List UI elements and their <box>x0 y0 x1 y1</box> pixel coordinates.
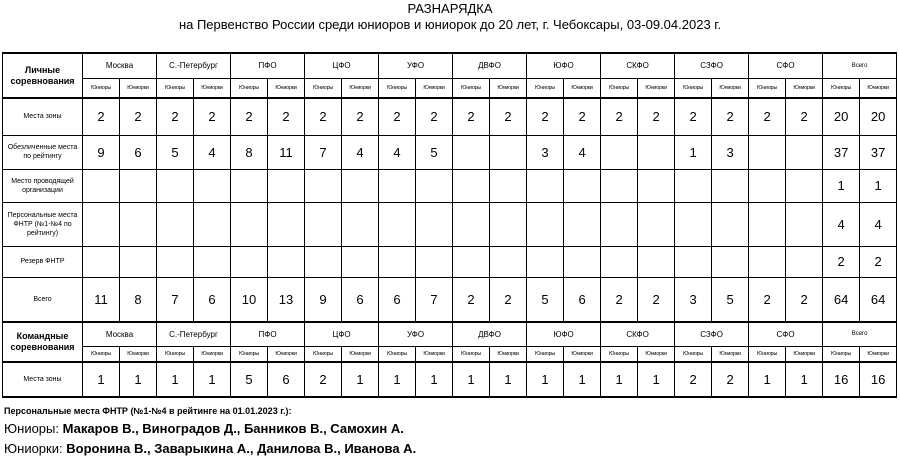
value-cell: 1 <box>157 362 194 397</box>
value-cell <box>194 202 231 246</box>
value-cell: 2 <box>638 277 675 322</box>
juniors-men-subheader: Юниоры <box>749 346 786 362</box>
row-label: Обезличенные места по рейтингу <box>3 135 83 169</box>
value-cell: 2 <box>416 98 453 135</box>
value-cell <box>712 202 749 246</box>
value-cell: 8 <box>120 277 157 322</box>
juniors-men-subheader: Юниоры <box>823 346 860 362</box>
juniors-women-subheader: Юниорки <box>342 346 379 362</box>
juniors-women-subheader: Юниорки <box>490 346 527 362</box>
juniors-women-subheader: Юниорки <box>490 78 527 98</box>
value-cell: 64 <box>823 277 860 322</box>
value-cell: 2 <box>453 277 490 322</box>
district-header: ДВФО <box>453 53 527 78</box>
district-header: ДВФО <box>453 322 527 346</box>
total-header: Всего <box>823 53 897 78</box>
juniors-men-subheader: Юниоры <box>231 346 268 362</box>
juniors-women-subheader: Юниорки <box>416 78 453 98</box>
value-cell <box>490 246 527 277</box>
row-label: Персональные места ФНТР (№1-№4 по рейтингу) <box>3 202 83 246</box>
juniors-women-subheader: Юниорки <box>564 78 601 98</box>
value-cell <box>453 169 490 202</box>
value-cell: 1 <box>453 362 490 397</box>
juniors-women-subheader: Юниорки <box>712 78 749 98</box>
value-cell <box>268 246 305 277</box>
value-cell <box>120 246 157 277</box>
value-cell: 2 <box>305 362 342 397</box>
value-cell: 37 <box>860 135 897 169</box>
juniors-men-subheader: Юниоры <box>601 346 638 362</box>
value-cell <box>268 202 305 246</box>
district-header: СКФО <box>601 53 675 78</box>
value-cell: 2 <box>83 98 120 135</box>
value-cell <box>83 202 120 246</box>
juniors-women-subheader: Юниорки <box>860 346 897 362</box>
value-cell: 1 <box>786 362 823 397</box>
value-cell: 4 <box>379 135 416 169</box>
value-cell <box>305 246 342 277</box>
juniors-women-subheader: Юниорки <box>860 78 897 98</box>
district-header: Москва <box>83 53 157 78</box>
value-cell <box>120 202 157 246</box>
value-cell: 2 <box>453 98 490 135</box>
row-label: Места зоны <box>3 362 83 397</box>
row-label: Места зоны <box>3 98 83 135</box>
juniors-men-subheader: Юниоры <box>83 346 120 362</box>
district-header: ЮФО <box>527 53 601 78</box>
value-cell <box>749 202 786 246</box>
value-cell <box>527 202 564 246</box>
value-cell: 4 <box>823 202 860 246</box>
value-cell <box>527 246 564 277</box>
value-cell <box>453 246 490 277</box>
juniors-women-subheader: Юниорки <box>120 78 157 98</box>
juniors-men-subheader: Юниоры <box>231 78 268 98</box>
value-cell: 1 <box>527 362 564 397</box>
district-header: С.-Петербург <box>157 53 231 78</box>
value-cell: 20 <box>823 98 860 135</box>
document-subtitle: на Первенство России среди юниоров и юниорок до 20 лет, г. Чебоксары, 03-09.04.2023 г. <box>178 17 722 32</box>
value-cell <box>712 246 749 277</box>
value-cell <box>194 169 231 202</box>
value-cell <box>749 246 786 277</box>
value-cell: 8 <box>231 135 268 169</box>
value-cell <box>379 202 416 246</box>
value-cell <box>638 202 675 246</box>
value-cell: 1 <box>194 362 231 397</box>
district-header: С.-Петербург <box>157 322 231 346</box>
value-cell: 11 <box>268 135 305 169</box>
juniors-men-label: Юниоры: <box>4 421 59 436</box>
value-cell: 1 <box>860 169 897 202</box>
juniors-women-subheader: Юниорки <box>786 346 823 362</box>
value-cell <box>601 246 638 277</box>
value-cell: 2 <box>305 98 342 135</box>
value-cell <box>342 202 379 246</box>
value-cell: 1 <box>83 362 120 397</box>
value-cell: 1 <box>416 362 453 397</box>
value-cell <box>416 169 453 202</box>
value-cell: 6 <box>564 277 601 322</box>
value-cell <box>749 135 786 169</box>
value-cell: 3 <box>527 135 564 169</box>
value-cell: 9 <box>83 135 120 169</box>
value-cell: 2 <box>379 98 416 135</box>
row-label: Место проводящей организации <box>3 169 83 202</box>
value-cell <box>786 246 823 277</box>
juniors-men-subheader: Юниоры <box>305 346 342 362</box>
value-cell: 5 <box>231 362 268 397</box>
value-cell: 5 <box>712 277 749 322</box>
value-cell <box>342 169 379 202</box>
value-cell <box>120 169 157 202</box>
value-cell: 1 <box>675 135 712 169</box>
value-cell: 2 <box>675 362 712 397</box>
value-cell <box>786 135 823 169</box>
value-cell: 6 <box>268 362 305 397</box>
value-cell: 3 <box>712 135 749 169</box>
value-cell: 2 <box>638 98 675 135</box>
juniors-men-subheader: Юниоры <box>675 346 712 362</box>
value-cell: 1 <box>379 362 416 397</box>
value-cell: 1 <box>564 362 601 397</box>
juniors-men-subheader: Юниоры <box>453 78 490 98</box>
value-cell <box>416 202 453 246</box>
value-cell: 1 <box>823 169 860 202</box>
value-cell: 6 <box>120 135 157 169</box>
juniors-men-subheader: Юниоры <box>453 346 490 362</box>
value-cell: 2 <box>527 98 564 135</box>
district-header: ПФО <box>231 322 305 346</box>
juniors-men-subheader: Юниоры <box>157 346 194 362</box>
juniors-women-subheader: Юниорки <box>120 346 157 362</box>
district-header: УФО <box>379 53 453 78</box>
value-cell: 2 <box>342 98 379 135</box>
juniors-women-line <box>4 441 416 456</box>
value-cell <box>490 169 527 202</box>
value-cell <box>490 202 527 246</box>
value-cell: 2 <box>786 277 823 322</box>
value-cell <box>83 169 120 202</box>
value-cell: 16 <box>823 362 860 397</box>
juniors-women-subheader: Юниорки <box>786 78 823 98</box>
value-cell <box>601 202 638 246</box>
team-section-label: Командные соревнования <box>3 322 83 362</box>
value-cell: 4 <box>342 135 379 169</box>
value-cell: 2 <box>675 98 712 135</box>
value-cell: 2 <box>749 277 786 322</box>
district-header: СФО <box>749 322 823 346</box>
value-cell <box>157 246 194 277</box>
value-cell: 2 <box>823 246 860 277</box>
value-cell: 5 <box>527 277 564 322</box>
value-cell <box>453 135 490 169</box>
juniors-women-subheader: Юниорки <box>564 346 601 362</box>
value-cell <box>675 246 712 277</box>
juniors-men-subheader: Юниоры <box>601 78 638 98</box>
district-header: ЦФО <box>305 322 379 346</box>
value-cell <box>194 246 231 277</box>
value-cell <box>786 202 823 246</box>
value-cell: 37 <box>823 135 860 169</box>
district-header: УФО <box>379 322 453 346</box>
juniors-women-subheader: Юниорки <box>638 78 675 98</box>
value-cell: 1 <box>601 362 638 397</box>
value-cell <box>712 169 749 202</box>
value-cell: 7 <box>157 277 194 322</box>
value-cell: 9 <box>305 277 342 322</box>
value-cell: 2 <box>268 98 305 135</box>
value-cell: 4 <box>860 202 897 246</box>
value-cell: 2 <box>194 98 231 135</box>
value-cell <box>231 202 268 246</box>
value-cell: 2 <box>786 98 823 135</box>
value-cell: 1 <box>342 362 379 397</box>
value-cell: 6 <box>194 277 231 322</box>
juniors-women-subheader: Юниорки <box>194 346 231 362</box>
value-cell: 2 <box>601 277 638 322</box>
juniors-men-subheader: Юниоры <box>83 78 120 98</box>
district-header: СКФО <box>601 322 675 346</box>
value-cell <box>786 169 823 202</box>
value-cell <box>675 202 712 246</box>
value-cell: 11 <box>83 277 120 322</box>
value-cell <box>490 135 527 169</box>
value-cell: 1 <box>638 362 675 397</box>
district-header: СЗФО <box>675 322 749 346</box>
district-header: ПФО <box>231 53 305 78</box>
juniors-men-names: Макаров В., Виноградов Д., Банников В., Самохин А. <box>62 421 404 436</box>
juniors-men-line <box>4 421 404 436</box>
value-cell <box>638 246 675 277</box>
juniors-women-subheader: Юниорки <box>268 346 305 362</box>
value-cell: 2 <box>490 98 527 135</box>
juniors-women-subheader: Юниорки <box>268 78 305 98</box>
juniors-women-subheader: Юниорки <box>342 78 379 98</box>
value-cell <box>342 246 379 277</box>
value-cell: 4 <box>194 135 231 169</box>
juniors-men-subheader: Юниоры <box>749 78 786 98</box>
juniors-women-subheader: Юниорки <box>194 78 231 98</box>
value-cell: 16 <box>860 362 897 397</box>
juniors-men-subheader: Юниоры <box>305 78 342 98</box>
value-cell <box>231 169 268 202</box>
total-header: Всего <box>823 322 897 346</box>
district-header: ЮФО <box>527 322 601 346</box>
value-cell: 2 <box>601 98 638 135</box>
value-cell <box>564 246 601 277</box>
value-cell: 10 <box>231 277 268 322</box>
value-cell: 2 <box>157 98 194 135</box>
row-label: Резерв ФНТР <box>3 246 83 277</box>
value-cell <box>379 169 416 202</box>
juniors-women-names: Воронина В., Заварыкина А., Данилова В., Иванова А. <box>66 441 417 456</box>
value-cell: 6 <box>342 277 379 322</box>
value-cell <box>601 135 638 169</box>
juniors-women-subheader: Юниорки <box>638 346 675 362</box>
value-cell <box>305 169 342 202</box>
district-header: Москва <box>83 322 157 346</box>
juniors-men-subheader: Юниоры <box>379 78 416 98</box>
value-cell <box>231 246 268 277</box>
value-cell: 5 <box>416 135 453 169</box>
value-cell <box>564 202 601 246</box>
value-cell: 3 <box>675 277 712 322</box>
value-cell: 7 <box>305 135 342 169</box>
juniors-women-label: Юниорки: <box>4 441 63 456</box>
fntr-places-heading: Персональные места ФНТР (№1-№4 в рейтинге на 01.01.2023 г.): <box>4 406 292 416</box>
allocation-table <box>2 52 897 398</box>
value-cell: 2 <box>490 277 527 322</box>
value-cell <box>638 169 675 202</box>
value-cell: 1 <box>490 362 527 397</box>
value-cell: 2 <box>712 98 749 135</box>
district-header: ЦФО <box>305 53 379 78</box>
value-cell <box>638 135 675 169</box>
value-cell <box>157 169 194 202</box>
value-cell <box>675 169 712 202</box>
juniors-women-subheader: Юниорки <box>712 346 749 362</box>
value-cell: 7 <box>416 277 453 322</box>
value-cell: 2 <box>712 362 749 397</box>
value-cell <box>305 202 342 246</box>
juniors-women-subheader: Юниорки <box>416 346 453 362</box>
value-cell: 5 <box>157 135 194 169</box>
juniors-men-subheader: Юниоры <box>823 78 860 98</box>
value-cell <box>453 202 490 246</box>
value-cell <box>83 246 120 277</box>
value-cell <box>749 169 786 202</box>
value-cell: 2 <box>120 98 157 135</box>
juniors-men-subheader: Юниоры <box>157 78 194 98</box>
value-cell: 2 <box>564 98 601 135</box>
value-cell: 1 <box>749 362 786 397</box>
value-cell <box>268 169 305 202</box>
value-cell: 2 <box>860 246 897 277</box>
personal-section-label: Личные соревнования <box>3 53 83 98</box>
juniors-men-subheader: Юниоры <box>527 346 564 362</box>
value-cell <box>601 169 638 202</box>
value-cell: 64 <box>860 277 897 322</box>
value-cell: 4 <box>564 135 601 169</box>
value-cell <box>157 202 194 246</box>
district-header: СФО <box>749 53 823 78</box>
district-header: СЗФО <box>675 53 749 78</box>
value-cell: 13 <box>268 277 305 322</box>
juniors-men-subheader: Юниоры <box>527 78 564 98</box>
value-cell <box>379 246 416 277</box>
value-cell: 20 <box>860 98 897 135</box>
value-cell: 2 <box>231 98 268 135</box>
juniors-men-subheader: Юниоры <box>379 346 416 362</box>
row-label: Всего <box>3 277 83 322</box>
value-cell: 6 <box>379 277 416 322</box>
document-title: РАЗНАРЯДКА <box>407 1 493 16</box>
value-cell <box>564 169 601 202</box>
value-cell: 1 <box>120 362 157 397</box>
value-cell <box>416 246 453 277</box>
juniors-men-subheader: Юниоры <box>675 78 712 98</box>
value-cell: 2 <box>749 98 786 135</box>
value-cell <box>527 169 564 202</box>
